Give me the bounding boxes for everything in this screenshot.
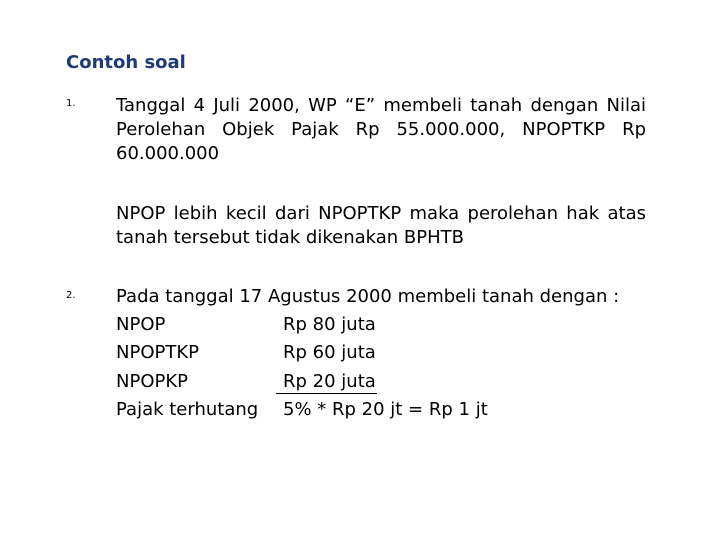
row-pajak-value: 5% * Rp 20 jt = Rp 1 jt <box>283 399 488 420</box>
item-2-intro: Pada tanggal 17 Agustus 2000 membeli tanah dengan : <box>116 286 620 307</box>
row-npoptkp-label: NPOPTKP <box>116 342 199 363</box>
item-1-number: 1. <box>66 98 76 109</box>
heading: Contoh soal <box>66 52 186 73</box>
item-2-number: 2. <box>66 290 76 301</box>
row-npopkp-value: Rp 20 juta <box>283 371 376 392</box>
row-npopkp-label: NPOPKP <box>116 371 188 392</box>
item-1-paragraph: Tanggal 4 Juli 2000, WP “E” membeli tanah dengan Nilai Perolehan Objek Pajak Rp 55.000.000, NPOPTKP Rp 60.000.000 <box>116 95 646 164</box>
row-npop-value: Rp 80 juta <box>283 314 376 335</box>
row-npop-label: NPOP <box>116 314 166 335</box>
row-pajak-label: Pajak terhutang <box>116 399 259 420</box>
row-npoptkp-value: Rp 60 juta <box>283 342 376 363</box>
item-1-note: NPOP lebih kecil dari NPOPTKP maka perolehan hak atas tanah tersebut tidak dikenakan BPHTB <box>116 203 646 248</box>
